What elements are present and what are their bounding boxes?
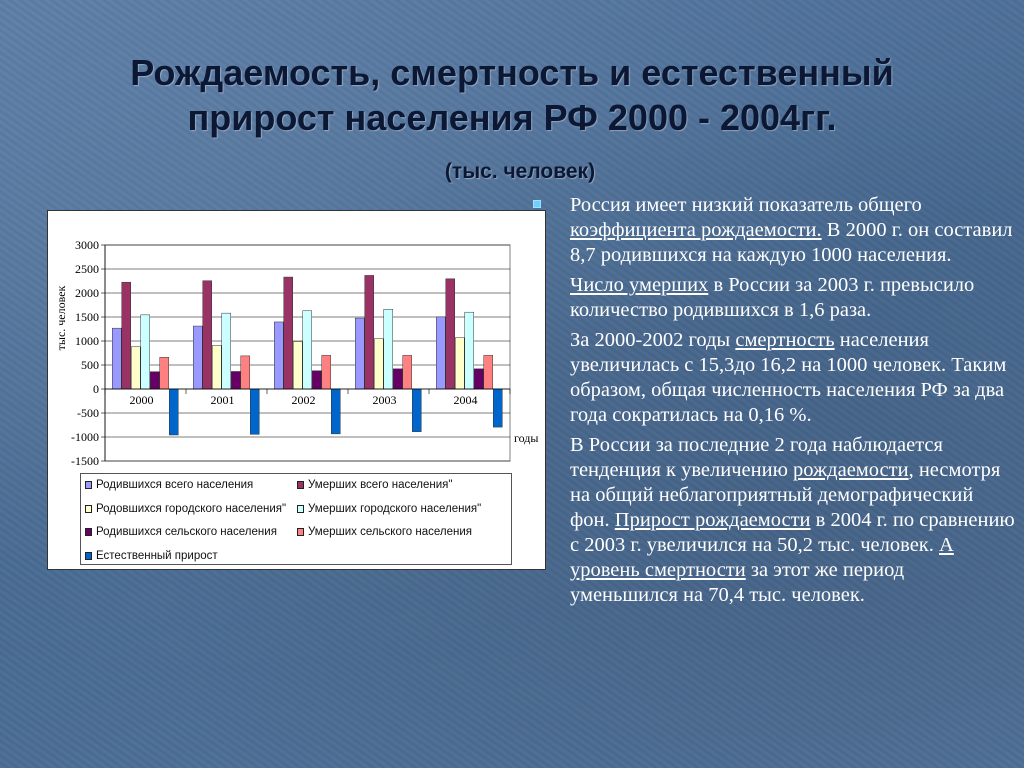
paragraph-3 bbox=[570, 328, 1015, 428]
bar bbox=[222, 313, 231, 389]
bar bbox=[393, 369, 402, 389]
bar bbox=[150, 372, 159, 389]
x-tick-label: 2000 bbox=[129, 393, 154, 407]
p4-underlined-1: рождаемости bbox=[793, 459, 909, 481]
legend-label: Умерших всего населения" bbox=[308, 479, 453, 491]
y-tick-label: 0 bbox=[93, 382, 99, 396]
bar bbox=[374, 339, 383, 389]
legend-swatch bbox=[85, 505, 92, 513]
p1-text-b: В 2000 г. он составил 8,7 родившихся на каждую 1000 населения. bbox=[570, 219, 1013, 266]
legend-swatch bbox=[85, 528, 92, 536]
bar bbox=[436, 317, 445, 389]
bar bbox=[455, 338, 464, 389]
bar bbox=[274, 322, 283, 389]
bar bbox=[131, 347, 140, 389]
legend-label: Естественный прирост bbox=[96, 549, 218, 562]
legend-swatch bbox=[297, 481, 304, 489]
y-tick-label: 3000 bbox=[75, 238, 99, 252]
p1-underlined: коэффициента рождаемости. bbox=[570, 219, 822, 241]
bar bbox=[203, 281, 212, 389]
bar bbox=[384, 309, 393, 389]
x-tick-label: 2003 bbox=[372, 393, 397, 407]
p3-text-b: населения увеличилась с 15,3до 16,2 на 1000 человек. Таким образом, общая численность населения РФ за два года сократилась на 0,16 %. bbox=[570, 329, 1007, 426]
bar-chart bbox=[47, 210, 546, 570]
p4-underlined-2: Прирост рождаемости bbox=[614, 509, 811, 531]
p1-text-a: Россия имеет низкий показатель общего bbox=[570, 194, 922, 216]
x-tick-label: 2002 bbox=[291, 393, 316, 407]
legend-label: Умерших городского населения" bbox=[308, 502, 482, 515]
bar bbox=[250, 389, 259, 434]
bar bbox=[484, 355, 493, 389]
slide-title bbox=[0, 50, 1024, 140]
slide-subtitle: (тыс. человек) bbox=[444, 160, 596, 183]
paragraph-2 bbox=[570, 273, 1015, 323]
bar bbox=[112, 328, 121, 389]
x-tick-label: 2001 bbox=[210, 393, 235, 407]
y-tick-label: 1000 bbox=[75, 334, 99, 348]
legend-swatch bbox=[297, 505, 304, 513]
p4-text-b: , несмотря на общий неблагоприятный демографический фон. bbox=[570, 459, 1001, 531]
bar bbox=[446, 279, 455, 389]
bar bbox=[293, 341, 302, 389]
y-tick-label: -500 bbox=[77, 406, 99, 420]
chart-legend bbox=[80, 473, 512, 565]
legend-swatch bbox=[85, 552, 92, 560]
text-panel bbox=[570, 193, 1015, 613]
bar bbox=[331, 389, 340, 434]
title-line-2: прирост населения РФ 2000 - 2004гг. bbox=[187, 97, 837, 138]
y-tick-label: 1500 bbox=[75, 310, 99, 324]
bar bbox=[412, 389, 421, 432]
y-axis-label: тыс. человек bbox=[54, 285, 68, 351]
paragraph-4 bbox=[570, 433, 1015, 608]
bar bbox=[284, 277, 293, 389]
p4-text-d: за этот же период уменьшился на 70,4 тыс. человек. bbox=[570, 559, 905, 606]
bar bbox=[474, 369, 483, 389]
y-tick-label: 500 bbox=[81, 358, 99, 372]
bar bbox=[303, 311, 312, 389]
y-tick-label: 2000 bbox=[75, 286, 99, 300]
p4-text-a: В России за последние 2 года наблюдается тенденция к увеличению bbox=[570, 434, 943, 481]
legend-label: Родившихся всего населения bbox=[96, 479, 254, 491]
bar bbox=[322, 355, 331, 389]
paragraph-1 bbox=[570, 193, 1015, 268]
bar bbox=[212, 345, 221, 389]
legend-label: Умерших сельского населения bbox=[308, 526, 473, 538]
x-axis-label: годы bbox=[514, 431, 539, 445]
x-tick-label: 2004 bbox=[453, 393, 478, 407]
bar bbox=[160, 357, 169, 389]
bar bbox=[493, 389, 502, 427]
bar bbox=[355, 318, 364, 389]
y-tick-label: 2500 bbox=[75, 262, 99, 276]
bar bbox=[312, 371, 321, 389]
p3-underlined: смертность bbox=[735, 329, 835, 351]
title-line-1: Рождаемость, смертность и естественный bbox=[130, 52, 894, 93]
bar bbox=[403, 355, 412, 389]
bar bbox=[465, 312, 474, 389]
bar bbox=[141, 315, 150, 389]
legend-label: Родовшихся городского населения" bbox=[96, 502, 287, 515]
bar bbox=[193, 326, 202, 389]
bullet-icon bbox=[533, 200, 541, 208]
p2-text-b: в России за 2003 г. превысило количество родившихся в 1,6 раза. bbox=[570, 274, 975, 321]
bar bbox=[122, 282, 131, 389]
bar bbox=[169, 389, 178, 435]
legend-swatch bbox=[297, 528, 304, 536]
p4-text-c: в 2004 г. по сравнению с 2003 г. увеличился на 50,2 тыс. человек. bbox=[570, 509, 1015, 556]
p3-text-a: За 2000-2002 годы bbox=[570, 329, 736, 351]
p4-underlined-3: А уровень смертности bbox=[570, 534, 954, 581]
legend-swatch bbox=[85, 481, 92, 489]
bar bbox=[365, 275, 374, 389]
legend-label: Родившихся сельского населения bbox=[96, 526, 277, 538]
p2-underlined: Число умерших bbox=[570, 274, 709, 296]
y-tick-label: -1500 bbox=[71, 454, 99, 468]
y-tick-label: -1000 bbox=[71, 430, 99, 444]
bar bbox=[241, 356, 250, 389]
bar bbox=[231, 371, 240, 389]
